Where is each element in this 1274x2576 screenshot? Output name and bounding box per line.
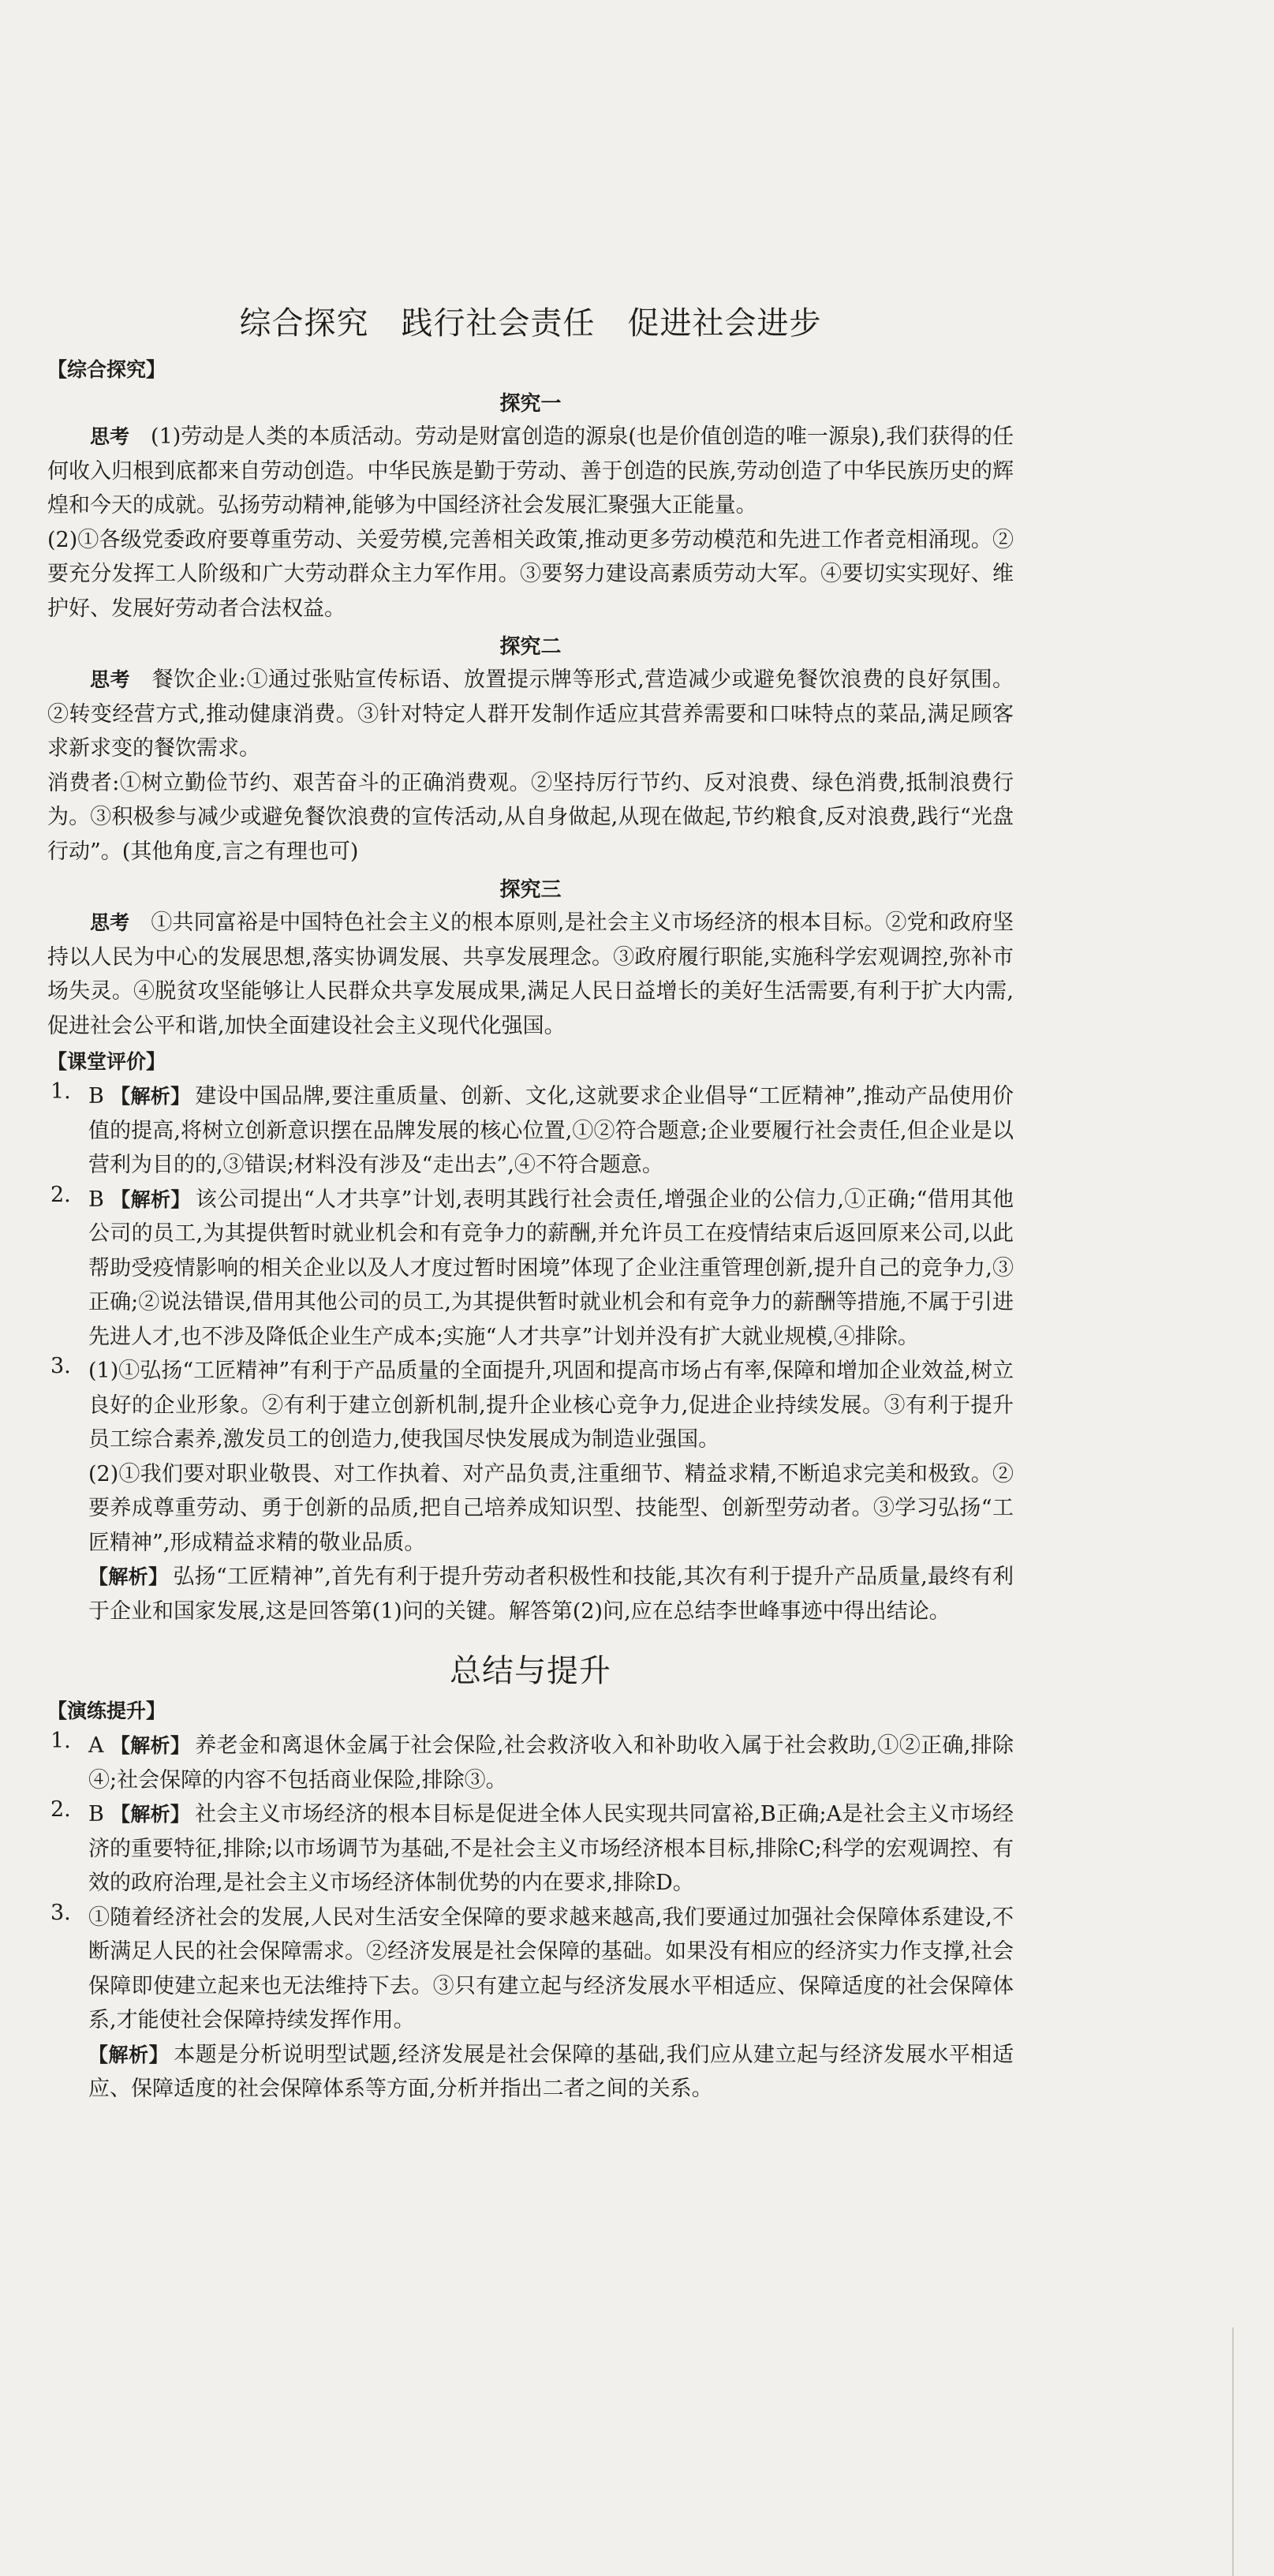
explore2-heading: 探究二 (499, 635, 562, 659)
item-number: 2. (50, 1182, 71, 1207)
item-answer: B (88, 1084, 104, 1109)
item-analysis-text: 弘扬“工匠精神”,首先有利于提升劳动者积极性和技能,其次有利于提升产品质量,最终有利于企业和国家发展,这是回答第(1)问的关键。解答第(2)问,应在总结李世峰事迹中得出结论。 (88, 1565, 1014, 1624)
explore1-para1 (47, 420, 1014, 523)
item-body (88, 1183, 1014, 1355)
page-content (47, 298, 1014, 2107)
item-number: 3. (50, 1354, 71, 1378)
analysis-label: 【解析】 (88, 1565, 169, 1588)
analysis-label: 【解析】 (110, 1734, 191, 1757)
item-number: 2. (50, 1797, 71, 1822)
item-analysis (88, 2038, 1014, 2107)
classroom-item-3 (47, 1354, 1014, 1628)
item-part1: ①随着经济社会的发展,人民对生活安全保障的要求越来越高,我们要通过加强社会保障体系建设,不断满足人民的社会保障需求。②经济发展是社会保障的基础。如果没有相应的经济实力作支撑,社会保障即使建立起来也无法维持下去。③只有建立起与经济发展水平相适应、保障适度的社会保障体系,才能使社会保障持续发挥作用。 (88, 1905, 1014, 2032)
think-label: 思考 (90, 425, 130, 448)
item-analysis (88, 1560, 1014, 1628)
item-number: 3. (50, 1900, 71, 1925)
item-analysis-text: 本题是分析说明型试题,经济发展是社会保障的基础,我们应从建立起与经济发展水平相适应、保障适度的社会保障体系等方面,分析并指出二者之间的关系。 (88, 2042, 1014, 2101)
item-answer: A (88, 1733, 104, 1758)
item-part2: (2)①我们要对职业敬畏、对工作执着、对产品负责,注重细节、精益求精,不断追求完美和极致。②要养成尊重劳动、勇于创新的品质,把自己培养成知识型、技能型、创新型劳动者。③学习弘扬“工匠精神”,形成精益求精的敬业品质。 (88, 1461, 1014, 1555)
item-text: 养老金和离退休金属于社会保险,社会救济收入和补助收入属于社会救助,①②正确,排除④;社会保障的内容不包括商业保险,排除③。 (88, 1733, 1014, 1793)
item-part1: (1)①弘扬“工匠精神”有利于产品质量的全面提升,巩固和提高市场占有率,保障和增加企业效益,树立良好的企业形象。②有利于建立创新机制,提升企业核心竞争力,促进企业持续发展。③有利于提升员工综合素养,激发员工的创造力,使我国尽快发展成为制造业强国。 (88, 1359, 1014, 1452)
think-label: 思考 (90, 911, 130, 934)
section-tag-comprehensive: 【综合探究】 (47, 358, 166, 381)
explore2-para2: 消费者:①树立勤俭节约、艰苦奋斗的正确消费观。②坚持厉行节约、反对浪费、绿色消费,抵制浪费行为。③积极参与减少或避免餐饮浪费的宣传活动,从自身做起,从现在做起,节约粮食,反对浪费,践行“光盘行动”。(其他角度,言之有理也可) (47, 770, 1014, 864)
explore3-text1: ①共同富裕是中国特色社会主义的根本原则,是社会主义市场经济的根本目标。②党和政府坚持以人民为中心的发展思想,落实协调发展、共享发展理念。③政府履行职能,实施科学宏观调控,弥补市场失灵。④脱贫攻坚能够让人民群众共享发展成果,满足人民日益增长的美好生活需要,有利于扩大内需,促进社会公平和谐,加快全面建设社会主义现代化强国。 (47, 910, 1014, 1038)
page-title: 综合探究 践行社会责任 促进社会进步 (239, 305, 822, 342)
item-answer: B (88, 1187, 104, 1212)
classroom-item-2 (47, 1183, 1014, 1355)
section-tag-classroom: 【课堂评价】 (47, 1050, 166, 1073)
section-tag-practice: 【演练提升】 (47, 1699, 166, 1722)
explore3-heading: 探究三 (499, 878, 562, 902)
explore2-para1 (47, 663, 1014, 766)
summary-title: 总结与提升 (450, 1653, 611, 1689)
explore3-para1 (47, 906, 1014, 1043)
explore1-heading: 探究一 (499, 392, 562, 416)
page-edge-shadow (1232, 2327, 1234, 2576)
item-number: 1. (50, 1729, 71, 1753)
explore1-para2: (2)①各级党委政府要尊重劳动、关爱劳模,完善相关政策,推动更多劳动模范和先进工作者竞相涌现。②要充分发挥工人阶级和广大劳动群众主力军作用。③要努力建设高素质劳动大军。④要切实实现好、维护好、发展好劳动者合法权益。 (47, 527, 1014, 621)
analysis-label: 【解析】 (110, 1085, 191, 1108)
explore1-text1: (1)劳动是人类的本质活动。劳动是财富创造的源泉(也是价值创造的唯一源泉),我们获得的任何收入归根到底都来自劳动创造。中华民族是勤于劳动、善于创造的民族,劳动创造了中华民族历史的辉煌和今天的成就。弘扬劳动精神,能够为中国经济社会发展汇聚强大正能量。 (47, 424, 1014, 518)
practice-item-3 (47, 1901, 1014, 2107)
analysis-label: 【解析】 (88, 2043, 170, 2066)
item-body (88, 1079, 1014, 1183)
item-number: 1. (50, 1079, 71, 1104)
think-label: 思考 (90, 668, 131, 691)
item-answer: B (88, 1802, 104, 1826)
analysis-label: 【解析】 (110, 1803, 191, 1826)
practice-item-2 (47, 1797, 1014, 1901)
practice-item-1 (47, 1729, 1014, 1797)
explore2-text1: 餐饮企业:①通过张贴宣传标语、放置提示牌等形式,营造减少或避免餐饮浪费的良好氛围。②转变经营方式,推动健康消费。③针对特定人群开发制作适应其营养需要和口味特点的菜品,满足顾客求新求变的餐饮需求。 (47, 667, 1014, 761)
item-text: 建设中国品牌,要注重质量、创新、文化,这就要求企业倡导“工匠精神”,推动产品使用价值的提高,将树立创新意识摆在品牌发展的核心位置,①②符合题意;企业要履行社会责任,但企业是以营利为目的的,③错误;材料没有涉及“走出去”,④不符合题意。 (88, 1084, 1014, 1177)
classroom-item-1 (47, 1079, 1014, 1183)
item-text: 该公司提出“人才共享”计划,表明其践行社会责任,增强企业的公信力,①正确;“借用其他公司的员工,为其提供暂时就业机会和有竞争力的薪酬,并允许员工在疫情结束后返回原来公司,以此帮助受疫情影响的相关企业以及人才度过暂时困境”体现了企业注重管理创新,提升自己的竞争力,③正确;②说法错误,借用其他公司的员工,为其提供暂时就业机会和有竞争力的薪酬等措施,不属于引进先进人才,也不涉及降低企业生产成本;实施“人才共享”计划并没有扩大就业规模,④排除。 (88, 1187, 1014, 1349)
item-body (88, 1797, 1014, 1901)
analysis-label: 【解析】 (110, 1187, 191, 1211)
item-body (88, 1729, 1014, 1797)
item-text: 社会主义市场经济的根本目标是促进全体人民实现共同富裕,B正确;A是社会主义市场经济的重要特征,排除;以市场调节为基础,不是社会主义市场经济根本目标,排除C;科学的宏观调控、有效的政府治理,是社会主义市场经济体制优势的内在要求,排除D。 (88, 1802, 1014, 1895)
